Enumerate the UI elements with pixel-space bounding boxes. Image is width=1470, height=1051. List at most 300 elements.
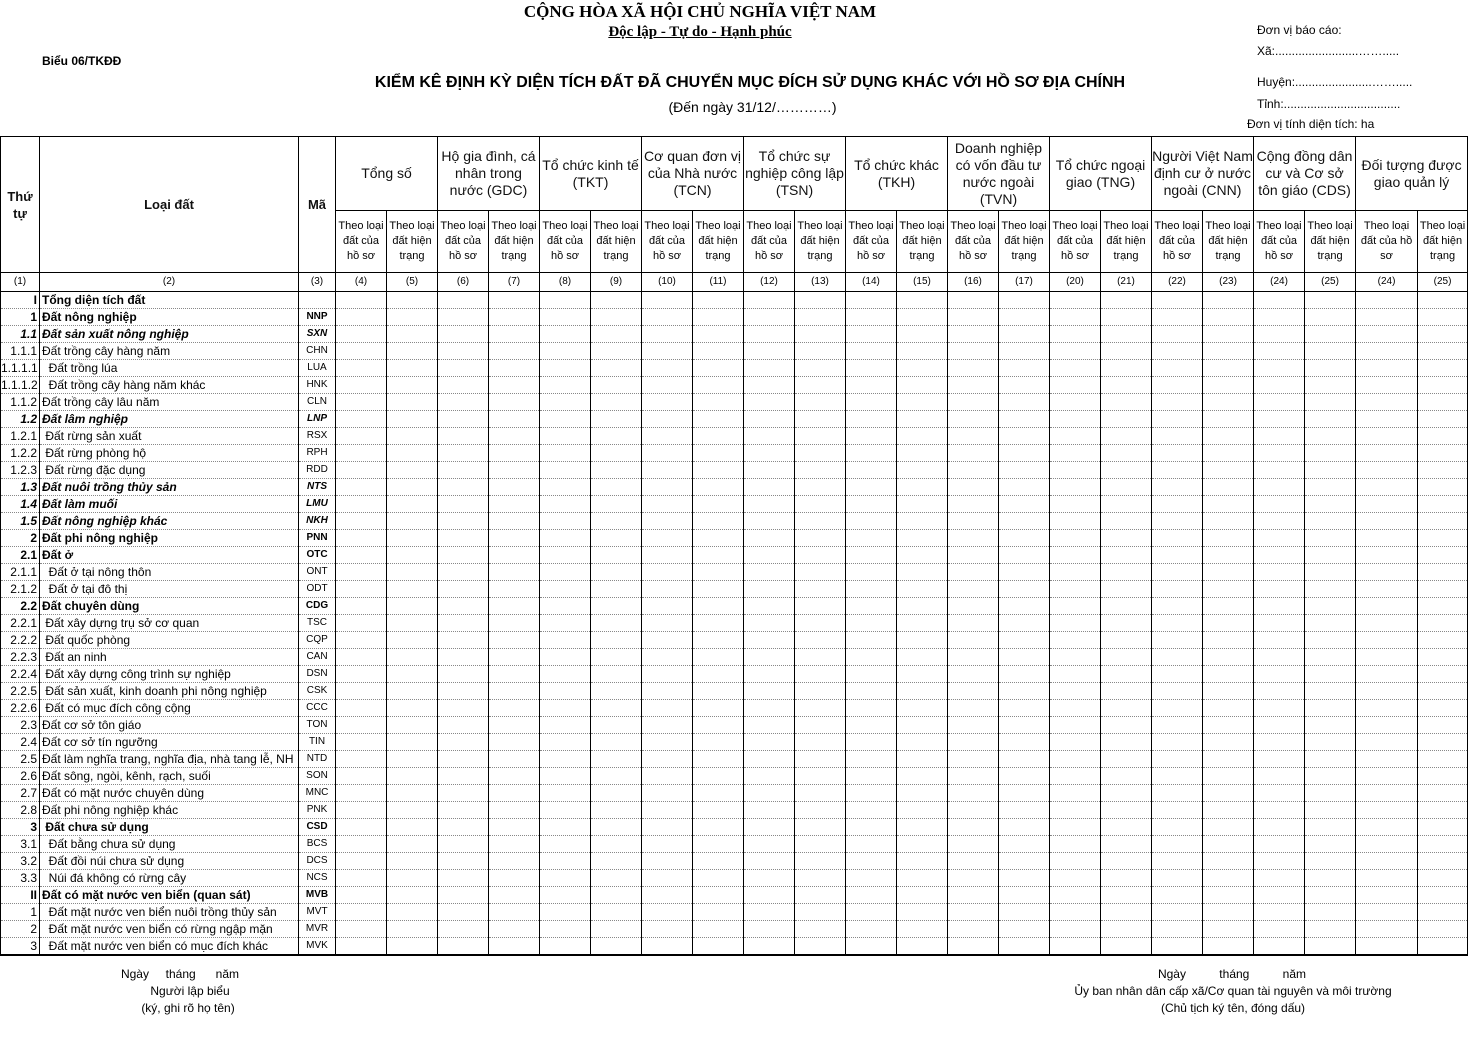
area-cell[interactable] xyxy=(1418,377,1468,394)
area-cell[interactable] xyxy=(846,904,897,921)
area-cell[interactable] xyxy=(693,887,744,904)
area-cell[interactable] xyxy=(438,496,489,513)
area-cell[interactable] xyxy=(387,479,438,496)
area-cell[interactable] xyxy=(591,802,642,819)
area-cell[interactable] xyxy=(438,598,489,615)
area-cell[interactable] xyxy=(438,564,489,581)
area-cell[interactable] xyxy=(540,683,591,700)
area-cell[interactable] xyxy=(489,802,540,819)
area-cell[interactable] xyxy=(948,360,999,377)
area-cell[interactable] xyxy=(1152,564,1203,581)
area-cell[interactable] xyxy=(1101,870,1152,887)
area-cell[interactable] xyxy=(336,292,387,309)
area-cell[interactable] xyxy=(642,921,693,938)
area-cell[interactable] xyxy=(1050,836,1101,853)
area-cell[interactable] xyxy=(1203,666,1254,683)
area-cell[interactable] xyxy=(1050,683,1101,700)
area-cell[interactable] xyxy=(948,819,999,836)
area-cell[interactable] xyxy=(1101,615,1152,632)
area-cell[interactable] xyxy=(948,513,999,530)
area-cell[interactable] xyxy=(1101,496,1152,513)
area-cell[interactable] xyxy=(387,836,438,853)
area-cell[interactable] xyxy=(1101,530,1152,547)
area-cell[interactable] xyxy=(693,853,744,870)
area-cell[interactable] xyxy=(1356,428,1418,445)
area-cell[interactable] xyxy=(1418,802,1468,819)
area-cell[interactable] xyxy=(897,343,948,360)
area-cell[interactable] xyxy=(1101,887,1152,904)
area-cell[interactable] xyxy=(540,887,591,904)
area-cell[interactable] xyxy=(489,496,540,513)
area-cell[interactable] xyxy=(336,343,387,360)
area-cell[interactable] xyxy=(591,462,642,479)
area-cell[interactable] xyxy=(387,411,438,428)
area-cell[interactable] xyxy=(1050,360,1101,377)
area-cell[interactable] xyxy=(1152,530,1203,547)
area-cell[interactable] xyxy=(1101,513,1152,530)
area-cell[interactable] xyxy=(1203,921,1254,938)
area-cell[interactable] xyxy=(438,394,489,411)
area-cell[interactable] xyxy=(336,768,387,785)
area-cell[interactable] xyxy=(1152,938,1203,956)
area-cell[interactable] xyxy=(540,445,591,462)
area-cell[interactable] xyxy=(1101,564,1152,581)
area-cell[interactable] xyxy=(1418,462,1468,479)
area-cell[interactable] xyxy=(1254,870,1305,887)
area-cell[interactable] xyxy=(642,445,693,462)
area-cell[interactable] xyxy=(948,547,999,564)
area-cell[interactable] xyxy=(1305,785,1356,802)
area-cell[interactable] xyxy=(1254,360,1305,377)
area-cell[interactable] xyxy=(846,326,897,343)
area-cell[interactable] xyxy=(1050,751,1101,768)
area-cell[interactable] xyxy=(1305,870,1356,887)
area-cell[interactable] xyxy=(1203,360,1254,377)
area-cell[interactable] xyxy=(642,700,693,717)
area-cell[interactable] xyxy=(1254,717,1305,734)
area-cell[interactable] xyxy=(1356,785,1418,802)
area-cell[interactable] xyxy=(540,785,591,802)
area-cell[interactable] xyxy=(336,513,387,530)
area-cell[interactable] xyxy=(693,649,744,666)
area-cell[interactable] xyxy=(540,802,591,819)
area-cell[interactable] xyxy=(1254,836,1305,853)
area-cell[interactable] xyxy=(591,547,642,564)
area-cell[interactable] xyxy=(795,921,846,938)
area-cell[interactable] xyxy=(489,938,540,956)
area-cell[interactable] xyxy=(795,530,846,547)
area-cell[interactable] xyxy=(540,360,591,377)
area-cell[interactable] xyxy=(897,462,948,479)
area-cell[interactable] xyxy=(336,309,387,326)
area-cell[interactable] xyxy=(489,870,540,887)
area-cell[interactable] xyxy=(744,530,795,547)
area-cell[interactable] xyxy=(336,921,387,938)
area-cell[interactable] xyxy=(336,870,387,887)
area-cell[interactable] xyxy=(489,360,540,377)
area-cell[interactable] xyxy=(1050,326,1101,343)
area-cell[interactable] xyxy=(489,394,540,411)
area-cell[interactable] xyxy=(846,377,897,394)
area-cell[interactable] xyxy=(948,683,999,700)
area-cell[interactable] xyxy=(999,751,1050,768)
area-cell[interactable] xyxy=(1418,530,1468,547)
area-cell[interactable] xyxy=(1152,870,1203,887)
area-cell[interactable] xyxy=(1203,343,1254,360)
area-cell[interactable] xyxy=(642,496,693,513)
area-cell[interactable] xyxy=(846,428,897,445)
area-cell[interactable] xyxy=(1152,802,1203,819)
area-cell[interactable] xyxy=(1101,598,1152,615)
area-cell[interactable] xyxy=(489,904,540,921)
area-cell[interactable] xyxy=(1356,343,1418,360)
area-cell[interactable] xyxy=(642,751,693,768)
area-cell[interactable] xyxy=(336,887,387,904)
area-cell[interactable] xyxy=(591,496,642,513)
area-cell[interactable] xyxy=(693,394,744,411)
area-cell[interactable] xyxy=(948,462,999,479)
area-cell[interactable] xyxy=(897,428,948,445)
area-cell[interactable] xyxy=(693,292,744,309)
area-cell[interactable] xyxy=(999,326,1050,343)
area-cell[interactable] xyxy=(387,428,438,445)
area-cell[interactable] xyxy=(1152,785,1203,802)
area-cell[interactable] xyxy=(387,615,438,632)
area-cell[interactable] xyxy=(1203,615,1254,632)
area-cell[interactable] xyxy=(744,462,795,479)
area-cell[interactable] xyxy=(438,768,489,785)
area-cell[interactable] xyxy=(1254,564,1305,581)
area-cell[interactable] xyxy=(336,649,387,666)
area-cell[interactable] xyxy=(540,326,591,343)
area-cell[interactable] xyxy=(795,819,846,836)
area-cell[interactable] xyxy=(948,904,999,921)
area-cell[interactable] xyxy=(795,326,846,343)
area-cell[interactable] xyxy=(336,479,387,496)
area-cell[interactable] xyxy=(1418,938,1468,956)
area-cell[interactable] xyxy=(438,343,489,360)
area-cell[interactable] xyxy=(1305,394,1356,411)
area-cell[interactable] xyxy=(948,700,999,717)
area-cell[interactable] xyxy=(1305,581,1356,598)
area-cell[interactable] xyxy=(438,887,489,904)
area-cell[interactable] xyxy=(1254,632,1305,649)
area-cell[interactable] xyxy=(744,360,795,377)
area-cell[interactable] xyxy=(591,921,642,938)
area-cell[interactable] xyxy=(336,853,387,870)
area-cell[interactable] xyxy=(1152,904,1203,921)
area-cell[interactable] xyxy=(948,649,999,666)
area-cell[interactable] xyxy=(999,581,1050,598)
area-cell[interactable] xyxy=(846,887,897,904)
area-cell[interactable] xyxy=(642,581,693,598)
area-cell[interactable] xyxy=(489,309,540,326)
area-cell[interactable] xyxy=(489,479,540,496)
area-cell[interactable] xyxy=(1305,921,1356,938)
area-cell[interactable] xyxy=(1305,462,1356,479)
area-cell[interactable] xyxy=(1305,700,1356,717)
area-cell[interactable] xyxy=(540,734,591,751)
area-cell[interactable] xyxy=(387,938,438,956)
area-cell[interactable] xyxy=(1254,785,1305,802)
area-cell[interactable] xyxy=(1203,377,1254,394)
area-cell[interactable] xyxy=(999,411,1050,428)
area-cell[interactable] xyxy=(693,309,744,326)
area-cell[interactable] xyxy=(1305,309,1356,326)
area-cell[interactable] xyxy=(387,785,438,802)
area-cell[interactable] xyxy=(795,853,846,870)
area-cell[interactable] xyxy=(744,615,795,632)
area-cell[interactable] xyxy=(438,819,489,836)
area-cell[interactable] xyxy=(795,513,846,530)
area-cell[interactable] xyxy=(1418,632,1468,649)
area-cell[interactable] xyxy=(591,734,642,751)
area-cell[interactable] xyxy=(948,530,999,547)
area-cell[interactable] xyxy=(999,734,1050,751)
area-cell[interactable] xyxy=(1101,836,1152,853)
area-cell[interactable] xyxy=(438,649,489,666)
area-cell[interactable] xyxy=(489,428,540,445)
area-cell[interactable] xyxy=(642,870,693,887)
area-cell[interactable] xyxy=(1254,921,1305,938)
area-cell[interactable] xyxy=(846,598,897,615)
area-cell[interactable] xyxy=(1152,428,1203,445)
area-cell[interactable] xyxy=(540,632,591,649)
area-cell[interactable] xyxy=(1254,683,1305,700)
area-cell[interactable] xyxy=(489,921,540,938)
area-cell[interactable] xyxy=(489,513,540,530)
area-cell[interactable] xyxy=(1152,479,1203,496)
area-cell[interactable] xyxy=(948,411,999,428)
area-cell[interactable] xyxy=(1050,768,1101,785)
area-cell[interactable] xyxy=(336,598,387,615)
area-cell[interactable] xyxy=(591,377,642,394)
area-cell[interactable] xyxy=(693,734,744,751)
area-cell[interactable] xyxy=(999,360,1050,377)
area-cell[interactable] xyxy=(336,836,387,853)
area-cell[interactable] xyxy=(336,581,387,598)
area-cell[interactable] xyxy=(999,564,1050,581)
area-cell[interactable] xyxy=(1254,309,1305,326)
area-cell[interactable] xyxy=(489,836,540,853)
area-cell[interactable] xyxy=(1305,479,1356,496)
area-cell[interactable] xyxy=(693,870,744,887)
area-cell[interactable] xyxy=(642,887,693,904)
area-cell[interactable] xyxy=(693,836,744,853)
area-cell[interactable] xyxy=(387,870,438,887)
area-cell[interactable] xyxy=(1203,870,1254,887)
area-cell[interactable] xyxy=(693,819,744,836)
area-cell[interactable] xyxy=(1203,292,1254,309)
area-cell[interactable] xyxy=(1356,411,1418,428)
area-cell[interactable] xyxy=(795,768,846,785)
area-cell[interactable] xyxy=(489,530,540,547)
area-cell[interactable] xyxy=(897,615,948,632)
area-cell[interactable] xyxy=(1101,292,1152,309)
area-cell[interactable] xyxy=(387,564,438,581)
area-cell[interactable] xyxy=(336,496,387,513)
area-cell[interactable] xyxy=(795,904,846,921)
area-cell[interactable] xyxy=(948,853,999,870)
area-cell[interactable] xyxy=(693,615,744,632)
area-cell[interactable] xyxy=(489,666,540,683)
area-cell[interactable] xyxy=(1254,445,1305,462)
area-cell[interactable] xyxy=(897,717,948,734)
area-cell[interactable] xyxy=(642,802,693,819)
area-cell[interactable] xyxy=(642,479,693,496)
area-cell[interactable] xyxy=(438,479,489,496)
area-cell[interactable] xyxy=(387,904,438,921)
area-cell[interactable] xyxy=(387,394,438,411)
area-cell[interactable] xyxy=(1203,938,1254,956)
area-cell[interactable] xyxy=(1050,462,1101,479)
area-cell[interactable] xyxy=(1101,445,1152,462)
area-cell[interactable] xyxy=(693,428,744,445)
area-cell[interactable] xyxy=(387,819,438,836)
area-cell[interactable] xyxy=(999,836,1050,853)
area-cell[interactable] xyxy=(948,768,999,785)
area-cell[interactable] xyxy=(948,292,999,309)
area-cell[interactable] xyxy=(897,870,948,887)
area-cell[interactable] xyxy=(540,479,591,496)
area-cell[interactable] xyxy=(438,377,489,394)
area-cell[interactable] xyxy=(846,853,897,870)
area-cell[interactable] xyxy=(336,377,387,394)
area-cell[interactable] xyxy=(1101,938,1152,956)
area-cell[interactable] xyxy=(438,870,489,887)
area-cell[interactable] xyxy=(846,581,897,598)
area-cell[interactable] xyxy=(948,836,999,853)
area-cell[interactable] xyxy=(1152,343,1203,360)
area-cell[interactable] xyxy=(999,819,1050,836)
area-cell[interactable] xyxy=(948,785,999,802)
area-cell[interactable] xyxy=(948,394,999,411)
area-cell[interactable] xyxy=(642,309,693,326)
area-cell[interactable] xyxy=(1203,428,1254,445)
area-cell[interactable] xyxy=(744,598,795,615)
area-cell[interactable] xyxy=(846,309,897,326)
area-cell[interactable] xyxy=(846,360,897,377)
area-cell[interactable] xyxy=(846,530,897,547)
area-cell[interactable] xyxy=(489,581,540,598)
area-cell[interactable] xyxy=(744,292,795,309)
area-cell[interactable] xyxy=(642,683,693,700)
area-cell[interactable] xyxy=(897,921,948,938)
area-cell[interactable] xyxy=(336,666,387,683)
area-cell[interactable] xyxy=(1101,921,1152,938)
area-cell[interactable] xyxy=(1356,836,1418,853)
area-cell[interactable] xyxy=(387,768,438,785)
area-cell[interactable] xyxy=(642,411,693,428)
area-cell[interactable] xyxy=(489,445,540,462)
area-cell[interactable] xyxy=(1152,717,1203,734)
area-cell[interactable] xyxy=(540,462,591,479)
area-cell[interactable] xyxy=(336,462,387,479)
area-cell[interactable] xyxy=(1203,411,1254,428)
area-cell[interactable] xyxy=(744,802,795,819)
area-cell[interactable] xyxy=(1418,615,1468,632)
area-cell[interactable] xyxy=(1050,513,1101,530)
area-cell[interactable] xyxy=(489,377,540,394)
area-cell[interactable] xyxy=(948,717,999,734)
area-cell[interactable] xyxy=(1203,836,1254,853)
area-cell[interactable] xyxy=(948,751,999,768)
area-cell[interactable] xyxy=(897,734,948,751)
area-cell[interactable] xyxy=(1356,853,1418,870)
area-cell[interactable] xyxy=(540,904,591,921)
area-cell[interactable] xyxy=(1152,462,1203,479)
area-cell[interactable] xyxy=(438,632,489,649)
area-cell[interactable] xyxy=(693,343,744,360)
area-cell[interactable] xyxy=(999,462,1050,479)
area-cell[interactable] xyxy=(744,377,795,394)
area-cell[interactable] xyxy=(591,530,642,547)
area-cell[interactable] xyxy=(540,411,591,428)
area-cell[interactable] xyxy=(387,666,438,683)
area-cell[interactable] xyxy=(846,292,897,309)
area-cell[interactable] xyxy=(1254,377,1305,394)
area-cell[interactable] xyxy=(387,547,438,564)
area-cell[interactable] xyxy=(336,326,387,343)
area-cell[interactable] xyxy=(489,411,540,428)
area-cell[interactable] xyxy=(1203,683,1254,700)
area-cell[interactable] xyxy=(1418,836,1468,853)
area-cell[interactable] xyxy=(591,581,642,598)
area-cell[interactable] xyxy=(744,683,795,700)
area-cell[interactable] xyxy=(336,938,387,956)
area-cell[interactable] xyxy=(999,496,1050,513)
area-cell[interactable] xyxy=(846,768,897,785)
area-cell[interactable] xyxy=(897,802,948,819)
area-cell[interactable] xyxy=(540,853,591,870)
area-cell[interactable] xyxy=(744,343,795,360)
area-cell[interactable] xyxy=(744,445,795,462)
area-cell[interactable] xyxy=(1101,394,1152,411)
area-cell[interactable] xyxy=(795,479,846,496)
area-cell[interactable] xyxy=(999,700,1050,717)
area-cell[interactable] xyxy=(438,513,489,530)
area-cell[interactable] xyxy=(1418,292,1468,309)
area-cell[interactable] xyxy=(1050,921,1101,938)
area-cell[interactable] xyxy=(1050,411,1101,428)
area-cell[interactable] xyxy=(642,853,693,870)
area-cell[interactable] xyxy=(693,479,744,496)
area-cell[interactable] xyxy=(693,360,744,377)
area-cell[interactable] xyxy=(846,836,897,853)
area-cell[interactable] xyxy=(1101,904,1152,921)
area-cell[interactable] xyxy=(795,411,846,428)
area-cell[interactable] xyxy=(999,785,1050,802)
area-cell[interactable] xyxy=(846,751,897,768)
area-cell[interactable] xyxy=(387,360,438,377)
area-cell[interactable] xyxy=(438,530,489,547)
area-cell[interactable] xyxy=(438,411,489,428)
area-cell[interactable] xyxy=(336,683,387,700)
area-cell[interactable] xyxy=(1050,904,1101,921)
area-cell[interactable] xyxy=(1356,326,1418,343)
area-cell[interactable] xyxy=(591,751,642,768)
area-cell[interactable] xyxy=(1418,513,1468,530)
area-cell[interactable] xyxy=(1152,496,1203,513)
area-cell[interactable] xyxy=(1418,887,1468,904)
area-cell[interactable] xyxy=(693,751,744,768)
area-cell[interactable] xyxy=(948,615,999,632)
area-cell[interactable] xyxy=(795,564,846,581)
area-cell[interactable] xyxy=(1254,496,1305,513)
area-cell[interactable] xyxy=(795,632,846,649)
area-cell[interactable] xyxy=(999,309,1050,326)
area-cell[interactable] xyxy=(897,377,948,394)
